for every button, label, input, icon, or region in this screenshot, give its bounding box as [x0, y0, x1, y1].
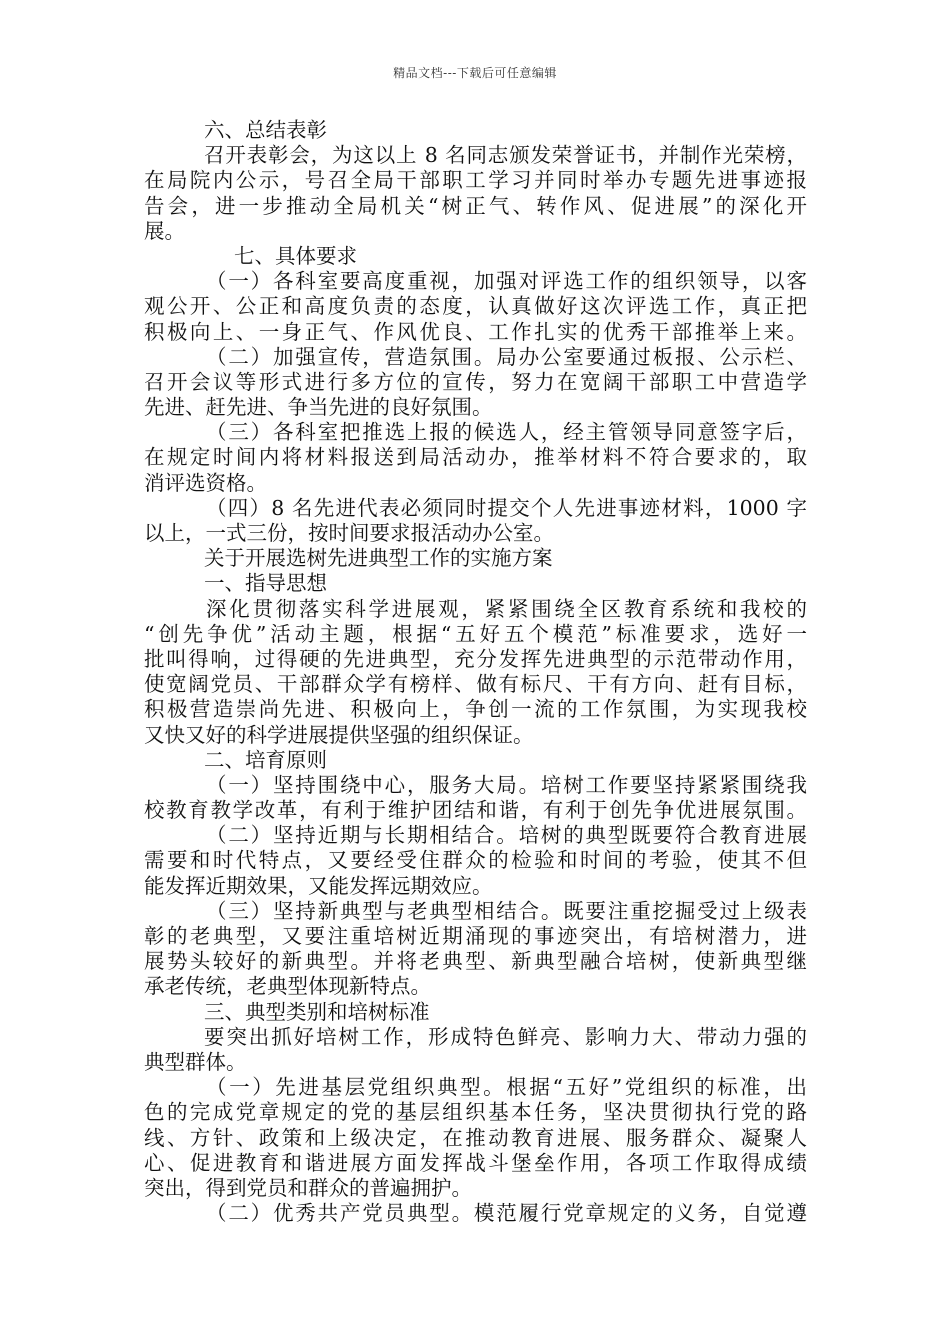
paragraph-line: 召开表彰会，为这以上 8 名同志颁发荣誉证书，并制作光荣榜，	[204, 143, 807, 168]
paragraph-line: （四）8 名先进代表必须同时提交个人先进事迹材料，1000 字	[206, 495, 807, 520]
paragraph-line: 承老传统，老典型体现新特点。	[144, 974, 431, 999]
paragraph-line: 先进、赶先进、争当先进的良好氛围。	[144, 395, 493, 420]
paragraph-line: 告会，进一步推动全局机关“树正气、转作风、促进展”的深化开	[144, 193, 807, 218]
paragraph-line: “创先争优”活动主题，根据“五好五个模范”标准要求，选好一	[144, 621, 807, 646]
paragraph-line: （一）先进基层党组织典型。根据“五好”党组织的标准，出	[206, 1075, 807, 1100]
section-title-implementation-plan: 关于开展选树先进典型工作的实施方案	[204, 546, 553, 571]
heading-guiding-ideology: 一、指导思想	[204, 571, 327, 596]
paragraph-line: （一）各科室要高度重视，加强对评选工作的组织领导，以客	[206, 269, 807, 294]
paragraph-line: （二）坚持近期与长期相结合。培树的典型既要符合教育进展	[206, 823, 807, 848]
paragraph-line: 能发挥近期效果，又能发挥远期效应。	[144, 873, 493, 898]
paragraph-line: 在局院内公示，号召全局干部职工学习并同时举办专题先进事迹报	[144, 168, 807, 193]
paragraph-line: （二）加强宣传，营造氛围。局办公室要通过板报、公示栏、	[206, 344, 807, 369]
paragraph-line: 使宽阔党员、干部群众学有榜样、做有标尺、干有方向、赶有目标，	[144, 672, 807, 697]
paragraph-line: （三）坚持新典型与老典型相结合。既要注重挖掘受过上级表	[206, 898, 807, 923]
heading-typical-categories: 三、典型类别和培树标准	[204, 999, 430, 1024]
paragraph-line: 心、促进教育和谐进展方面发挥战斗堡垒作用，各项工作取得成绩	[144, 1150, 807, 1175]
paragraph-line: 积极营造崇尚先进、积极向上，争创一流的工作氛围，为实现我校	[144, 697, 807, 722]
heading-specific-requirements: 七、具体要求	[234, 243, 357, 268]
paragraph-line: 需要和时代特点，又要经受住群众的检验和时间的考验，使其不但	[144, 848, 807, 873]
paragraph-line: 观公开、公正和高度负责的态度，认真做好这次评选工作，真正把	[144, 294, 807, 319]
paragraph-line: 又快又好的科学进展提供坚强的组织保证。	[144, 722, 534, 747]
paragraph-line: （三）各科室把推选上报的候选人，经主管领导同意签字后，	[206, 420, 807, 445]
document-body	[144, 118, 807, 1226]
paragraph-line: 彰的老典型，又要注重培树近期涌现的事迹突出，有培树潜力，进	[144, 924, 807, 948]
paragraph-line: 展势头较好的新典型。并将老典型、新典型融合培树，使新典型继	[144, 949, 807, 974]
paragraph-line: （二）优秀共产党员典型。模范履行党章规定的义务，自觉遵	[206, 1201, 807, 1226]
paragraph-line: 展。	[144, 218, 185, 243]
paragraph-line: 突出，得到党员和群众的普遍拥护。	[144, 1175, 472, 1200]
paragraph-line: 典型群体。	[144, 1049, 247, 1074]
paragraph-line: 以上，一式三份，按时间要求报活动办公室。	[144, 521, 554, 545]
paragraph-line: 消评选资格。	[144, 470, 267, 495]
paragraph-line: （一）坚持围绕中心，服务大局。培树工作要坚持紧紧围绕我	[206, 772, 807, 797]
heading-cultivation-principles: 二、培育原则	[204, 747, 327, 772]
heading-summary-commendation: 六、总结表彰	[204, 118, 327, 142]
paragraph-line: 色的完成党章规定的党的基层组织基本任务，坚决贯彻执行党的路	[144, 1100, 807, 1125]
page-header: 精品文档---下载后可任意编辑	[393, 66, 557, 80]
paragraph-line: 深化贯彻落实科学进展观，紧紧围绕全区教育系统和我校的	[206, 596, 807, 621]
paragraph-line: 线、方针、政策和上级决定，在推动教育进展、服务群众、凝聚人	[144, 1125, 807, 1150]
paragraph-line: 批叫得响，过得硬的先进典型，充分发挥先进典型的示范带动作用，	[144, 646, 807, 671]
paragraph-line: 要突出抓好培树工作，形成特色鲜亮、影响力大、带动力强的	[204, 1024, 807, 1049]
paragraph-line: 积极向上、一身正气、作风优良、工作扎实的优秀干部推举上来。	[144, 319, 807, 344]
paragraph-line: 在规定时间内将材料报送到局活动办，推举材料不符合要求的，取	[144, 445, 807, 470]
paragraph-line: 校教育教学改革，有利于维护团结和谐，有利于创先争优进展氛围。	[144, 798, 807, 823]
paragraph-line: 召开会议等形式进行多方位的宣传，努力在宽阔干部职工中营造学	[144, 369, 807, 394]
